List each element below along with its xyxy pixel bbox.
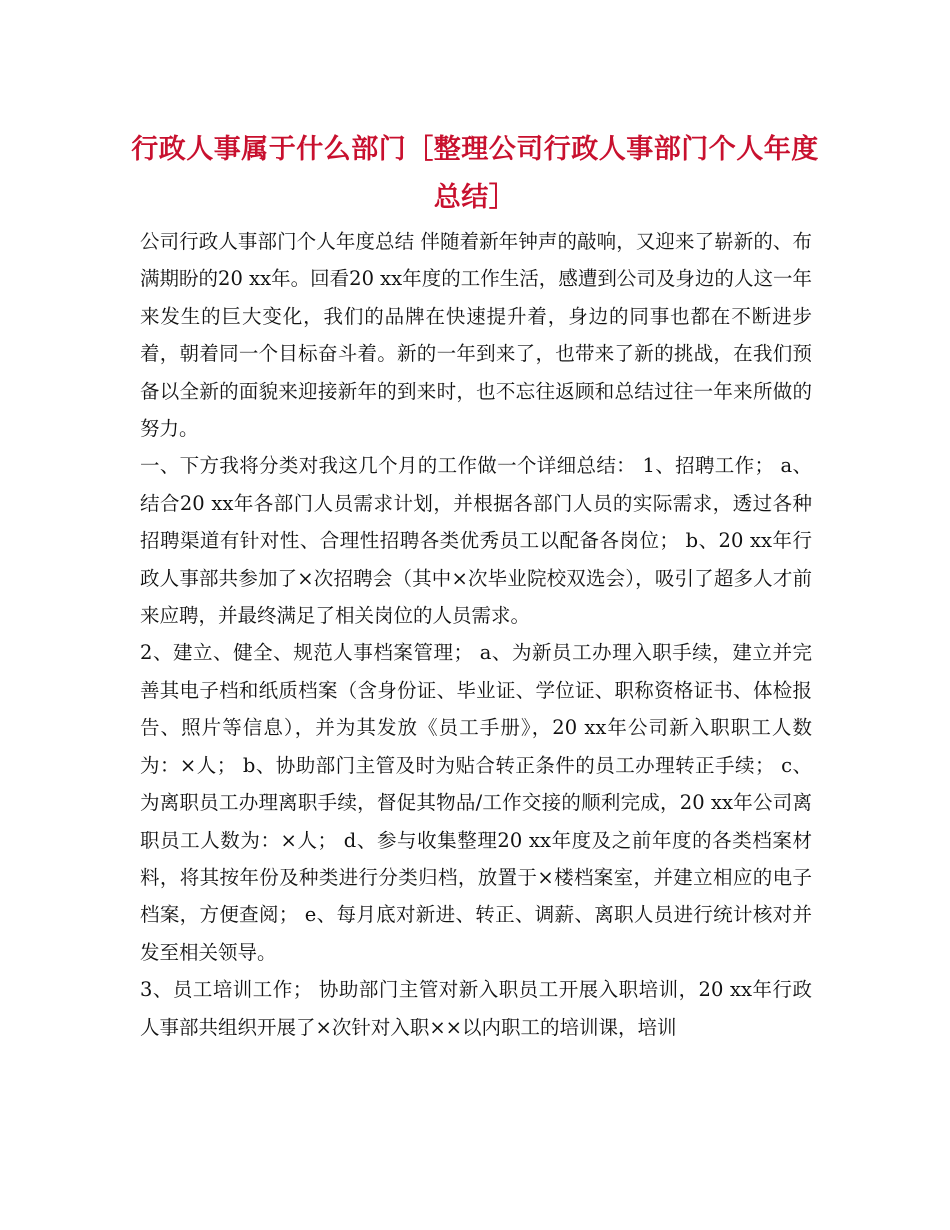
paragraph-archives: 2、建立、健全、规范人事档案管理； a、为新员工办理入职手续，建立并完善其电子档和纸质档案（含身份证、毕业证、学位证、职称资格证书、体检报告、照片等信息），并为其发放《员工手册》，20 xx年公司新入职职工人数为：×人； b、协助部门主管及时为贴合转正条件的员工办理转正手续； c、为离职员工办理离职手续，督促其物品/工作交接的顺利完成，20 xx年公司离职员工人数为：×人； d、参与收集整理20 xx年度及之前年度的各类档案材料，将其按年份及种类进行分类归档，放置于×楼档案室，并建立相应的电子档案，方便查阅； e、每月底对新进、转正、调薪、离职人员进行统计核对并发至相关领导。	[140, 641, 812, 964]
paragraph-training: 3、员工培训工作； 协助部门主管对新入职员工开展入职培训，20 xx年行政人事部共组织开展了×次针对入职××以内职工的培训课，培训	[140, 978, 812, 1039]
paragraph-intro: 公司行政人事部门个人年度总结 伴随着新年钟声的敲响，又迎来了崭新的、布满期盼的20 xx年。回看20 xx年度的工作生活，感遭到公司及身边的人这一年来发生的巨大变化，我们的品牌在快速提升着，身边的同事也都在不断进步着，朝着同一个目标奋斗着。新的一年到来了，也带来了新的挑战，在我们预备以全新的面貌来迎接新年的到来时，也不忘往返顾和总结过往一年来所做的努力。	[140, 230, 812, 441]
paragraph-recruitment: 一、下方我将分类对我这几个月的工作做一个详细总结： 1、招聘工作； a、结合20 xx年各部门人员需求计划，并根据各部门人员的实际需求，透过各种招聘渠道有针对性、合理性招聘各类优秀员工以配备各岗位； b、20 xx年行政人事部共参加了×次招聘会（其中×次毕业院校双选会），吸引了超多人才前来应聘，并最终满足了相关岗位的人员需求。	[140, 454, 812, 628]
document-title: 行政人事属于什么部门［整理公司行政人事部门个人年度总结］	[131, 134, 819, 213]
document-body	[140, 223, 812, 1046]
